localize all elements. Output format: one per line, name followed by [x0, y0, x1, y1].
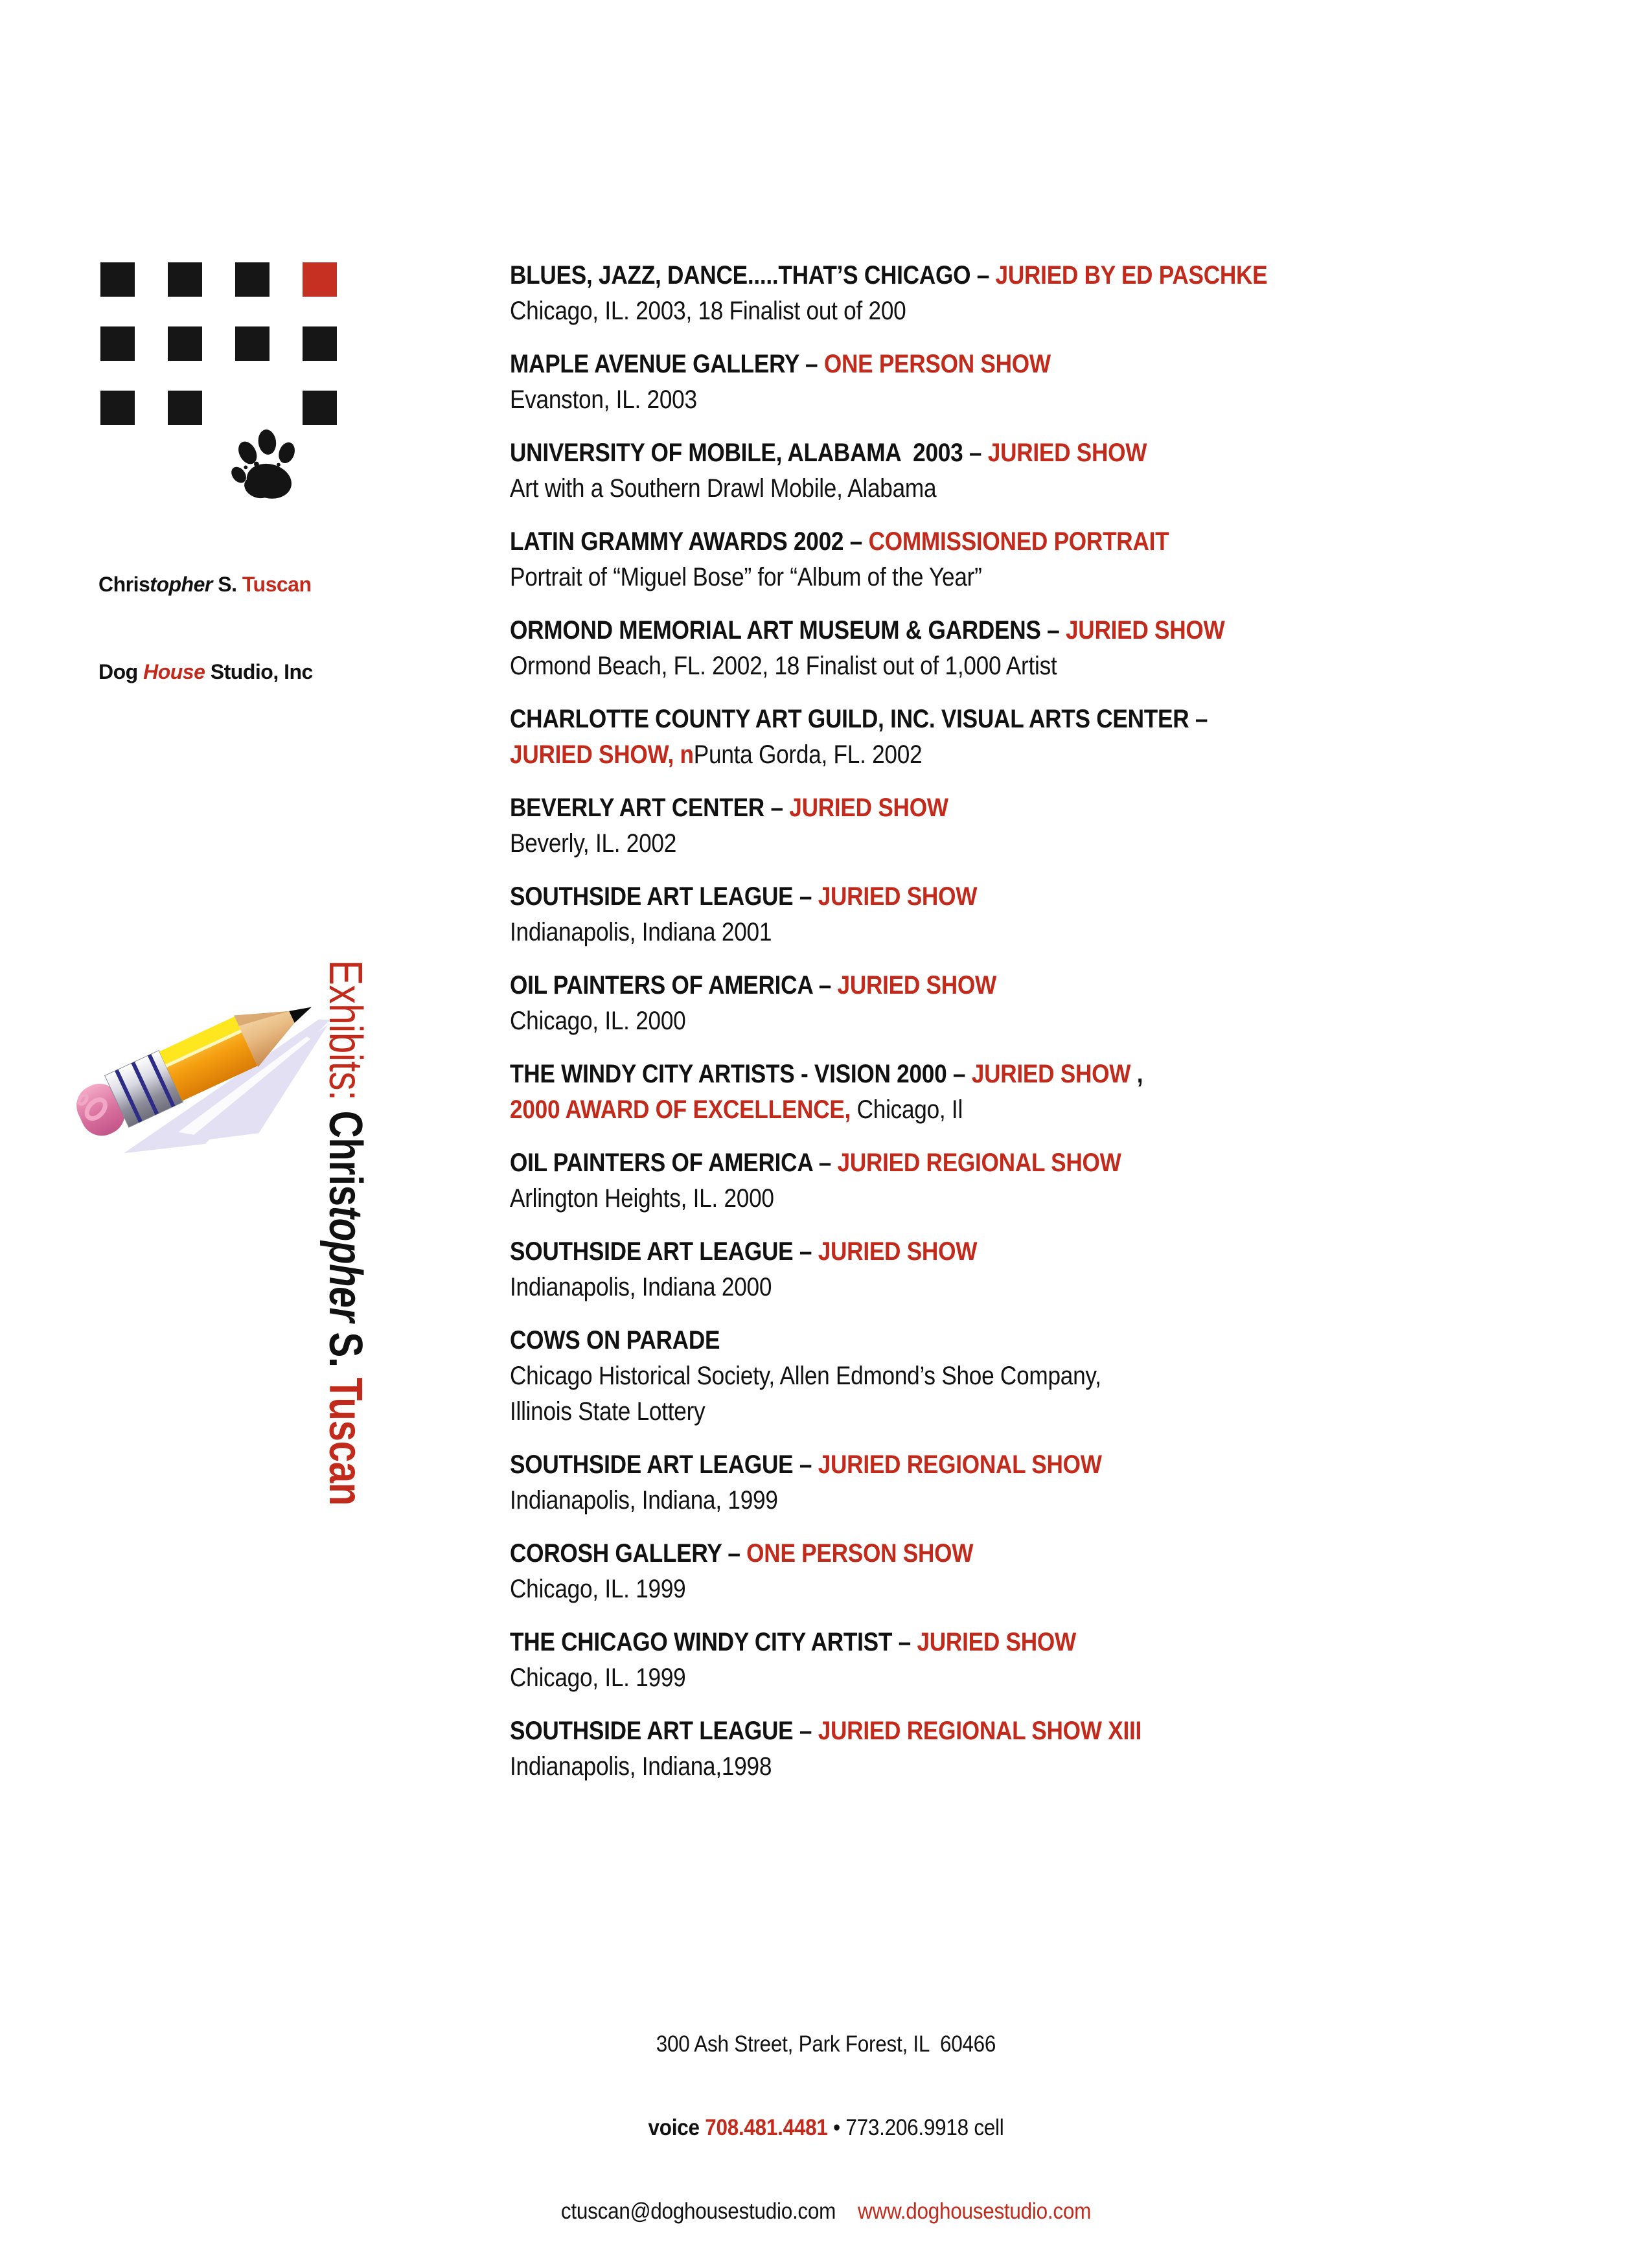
exhibit-detail	[510, 1660, 1508, 1696]
text-segment: Chicago Historical Society, Allen Edmond’s Shoe Company,	[510, 1362, 1101, 1390]
exhibit-entry	[510, 1713, 1508, 1785]
text-segment: Art with a Southern Drawl Mobile, Alabama	[510, 474, 937, 503]
text-segment: Indianapolis, Indiana,1998	[510, 1752, 772, 1781]
logo-square	[303, 326, 337, 361]
exhibit-entry	[510, 702, 1508, 773]
exhibit-entry	[510, 1447, 1508, 1518]
text-segment: 300 Ash Street, Park Forest, IL 60466	[656, 2031, 996, 2057]
exhibit-entry	[510, 613, 1508, 684]
exhibit-entry	[510, 879, 1508, 950]
text-segment: JURIED SHOW	[837, 971, 997, 1000]
text-segment: SOUTHSIDE ART LEAGUE –	[510, 1237, 818, 1266]
exhibit-detail	[510, 1394, 1508, 1430]
text-segment: ONE PERSON SHOW	[746, 1539, 974, 1568]
exhibit-entry	[510, 1145, 1508, 1217]
exhibit-detail	[510, 737, 1508, 773]
exhibit-detail	[510, 1483, 1508, 1518]
text-segment: Chicago, Il	[851, 1095, 963, 1124]
logo-square	[168, 391, 202, 425]
text-segment: Ormond Beach, FL. 2002, 18 Finalist out of 1,000 Artist	[510, 652, 1057, 680]
text-segment: S.	[319, 1321, 371, 1378]
text-segment: JURIED REGIONAL SHOW XIII	[818, 1717, 1141, 1745]
exhibit-title	[510, 1234, 1508, 1270]
text-segment: Portrait of “Miguel Bose” for “Album of the Year”	[510, 563, 982, 591]
text-segment: Punta Gorda, FL. 2002	[693, 740, 923, 769]
exhibit-title	[510, 702, 1508, 737]
exhibit-title	[510, 1713, 1508, 1749]
exhibit-entry	[510, 1536, 1508, 1607]
exhibit-title	[510, 879, 1508, 915]
text-segment: Tuscan	[242, 573, 312, 596]
vertical-exhibits-title	[317, 960, 373, 1505]
exhibit-title	[510, 1536, 1508, 1572]
exhibit-title	[510, 347, 1508, 382]
logo-square	[168, 262, 202, 297]
paw-print-icon	[229, 424, 301, 505]
text-segment: JURIED SHOW	[818, 882, 978, 911]
exhibit-detail	[510, 1092, 1508, 1128]
footer-address	[83, 2030, 1570, 2058]
exhibit-detail	[510, 1358, 1508, 1394]
logo-squares-grid	[100, 262, 337, 425]
text-segment: COMMISSIONED PORTRAIT	[868, 527, 1169, 556]
text-segment: JURIED SHOW, n	[510, 740, 694, 769]
text-segment: CHARLOTTE COUNTY ART GUILD, INC. VISUAL ARTS CENTER –	[510, 705, 1208, 733]
exhibit-title	[510, 968, 1508, 1003]
exhibit-detail	[510, 1181, 1508, 1217]
exhibit-entry	[510, 347, 1508, 418]
text-segment: Illinois State Lottery	[510, 1397, 706, 1426]
text-segment: JURIED SHOW	[818, 1237, 978, 1266]
text-segment: ONE PERSON SHOW	[823, 350, 1051, 378]
logo-text-block	[98, 512, 313, 716]
text-segment: www.doghousestudio.com	[858, 2199, 1092, 2224]
text-segment: JURIED SHOW	[987, 439, 1147, 467]
text-segment: ,	[1130, 1060, 1143, 1088]
logo-artist-name	[98, 570, 313, 599]
exhibit-detail	[510, 648, 1508, 684]
text-segment: BLUES, JAZZ, DANCE.....THAT’S CHICAGO –	[510, 261, 996, 290]
text-segment: SOUTHSIDE ART LEAGUE –	[510, 1717, 818, 1745]
exhibit-title	[510, 435, 1508, 471]
exhibit-detail	[510, 1003, 1508, 1039]
exhibit-entry	[510, 258, 1508, 329]
exhibit-entry	[510, 1234, 1508, 1305]
logo-square	[235, 326, 270, 361]
exhibit-title	[510, 1447, 1508, 1483]
text-segment: COWS ON PARADE	[510, 1326, 720, 1355]
text-segment: Chris	[319, 1110, 371, 1206]
exhibit-title	[510, 1625, 1508, 1660]
logo-square	[235, 262, 270, 297]
text-segment: COROSH GALLERY –	[510, 1539, 747, 1568]
exhibit-detail	[510, 1270, 1508, 1305]
text-segment: topher	[319, 1206, 371, 1322]
text-segment: 708.481.4481	[705, 2115, 828, 2140]
text-segment: Indianapolis, Indiana 2001	[510, 918, 772, 946]
text-segment: OIL PAINTERS OF AMERICA –	[510, 1149, 838, 1177]
text-segment: JURIED REGIONAL SHOW	[818, 1450, 1102, 1479]
text-segment: Studio, Inc	[205, 660, 313, 683]
exhibit-detail	[510, 560, 1508, 595]
text-segment: Chris	[98, 573, 150, 596]
exhibit-detail	[510, 1749, 1508, 1785]
text-segment: ORMOND MEMORIAL ART MUSEUM & GARDENS –	[510, 616, 1066, 645]
text-segment: JURIED SHOW	[789, 794, 948, 822]
exhibit-detail	[510, 382, 1508, 418]
exhibit-detail	[510, 915, 1508, 950]
logo-square	[168, 326, 202, 361]
text-segment: Chicago, IL. 1999	[510, 1575, 686, 1603]
exhibit-title	[510, 1057, 1508, 1092]
logo-square-red	[303, 262, 337, 297]
text-segment: S.	[212, 573, 242, 596]
text-segment: JURIED SHOW	[917, 1628, 1076, 1656]
logo-studio-name	[98, 658, 313, 687]
exhibit-detail	[510, 1572, 1508, 1607]
text-segment: ctuscan@doghousestudio.com	[560, 2199, 858, 2224]
exhibit-entry	[510, 435, 1508, 507]
exhibit-entry	[510, 1323, 1508, 1430]
text-segment: THE WINDY CITY ARTISTS - VISION 2000 –	[510, 1060, 972, 1088]
exhibit-detail	[510, 293, 1508, 329]
text-segment: Indianapolis, Indiana 2000	[510, 1273, 772, 1301]
text-segment: LATIN GRAMMY AWARDS 2002 –	[510, 527, 869, 556]
exhibit-title	[510, 790, 1508, 826]
exhibit-title	[510, 524, 1508, 560]
exhibit-title	[510, 1145, 1508, 1181]
logo-square	[303, 391, 337, 425]
text-segment: Dog	[98, 660, 144, 683]
text-segment: SOUTHSIDE ART LEAGUE –	[510, 1450, 818, 1479]
footer-email-web	[83, 2197, 1570, 2225]
text-segment: 2000 AWARD OF EXCELLENCE,	[510, 1095, 851, 1124]
text-segment: Indianapolis, Indiana, 1999	[510, 1486, 778, 1515]
text-segment: THE CHICAGO WINDY CITY ARTIST –	[510, 1628, 917, 1656]
text-segment: Chicago, IL. 1999	[510, 1664, 686, 1692]
pencil-icon	[54, 952, 339, 1185]
text-segment: JURIED SHOW	[971, 1060, 1131, 1088]
text-segment: • 773.206.9918 cell	[827, 2115, 1004, 2140]
exhibit-title	[510, 1323, 1508, 1358]
text-segment: Evanston, IL. 2003	[510, 385, 697, 414]
text-segment: Arlington Heights, IL. 2000	[510, 1184, 774, 1213]
pencil-body	[68, 979, 339, 1185]
text-segment: Beverly, IL. 2002	[510, 829, 677, 858]
logo-square-empty	[235, 391, 270, 425]
logo-square	[100, 326, 135, 361]
text-segment: JURIED BY ED PASCHKE	[995, 261, 1268, 290]
exhibit-title	[510, 258, 1508, 293]
text-segment: Exhibits:	[319, 960, 371, 1111]
exhibit-detail	[510, 471, 1508, 507]
exhibit-entry	[510, 968, 1508, 1039]
exhibit-detail	[510, 826, 1508, 862]
footer-contact	[83, 1974, 1570, 2253]
text-segment: SOUTHSIDE ART LEAGUE –	[510, 882, 818, 911]
exhibit-entry	[510, 1625, 1508, 1696]
text-segment: Chicago, IL. 2003, 18 Finalist out of 200	[510, 297, 906, 325]
text-segment: Chicago, IL. 2000	[510, 1007, 686, 1035]
text-segment: MAPLE AVENUE GALLERY –	[510, 350, 824, 378]
exhibit-entry	[510, 524, 1508, 595]
text-segment: topher	[150, 573, 212, 596]
exhibit-entry	[510, 1057, 1508, 1128]
logo-square	[100, 262, 135, 297]
text-segment: BEVERLY ART CENTER –	[510, 794, 790, 822]
text-segment: JURIED REGIONAL SHOW	[837, 1149, 1121, 1177]
text-segment: House	[143, 660, 205, 683]
text-segment: UNIVERSITY OF MOBILE, ALABAMA 2003 –	[510, 439, 988, 467]
text-segment: JURIED SHOW	[1065, 616, 1225, 645]
text-segment: OIL PAINTERS OF AMERICA –	[510, 971, 838, 1000]
exhibit-title	[510, 613, 1508, 648]
logo-square	[100, 391, 135, 425]
text-segment: voice	[648, 2115, 706, 2140]
exhibits-list	[510, 258, 1508, 1802]
text-segment: Tuscan	[319, 1377, 371, 1505]
exhibit-entry	[510, 790, 1508, 862]
